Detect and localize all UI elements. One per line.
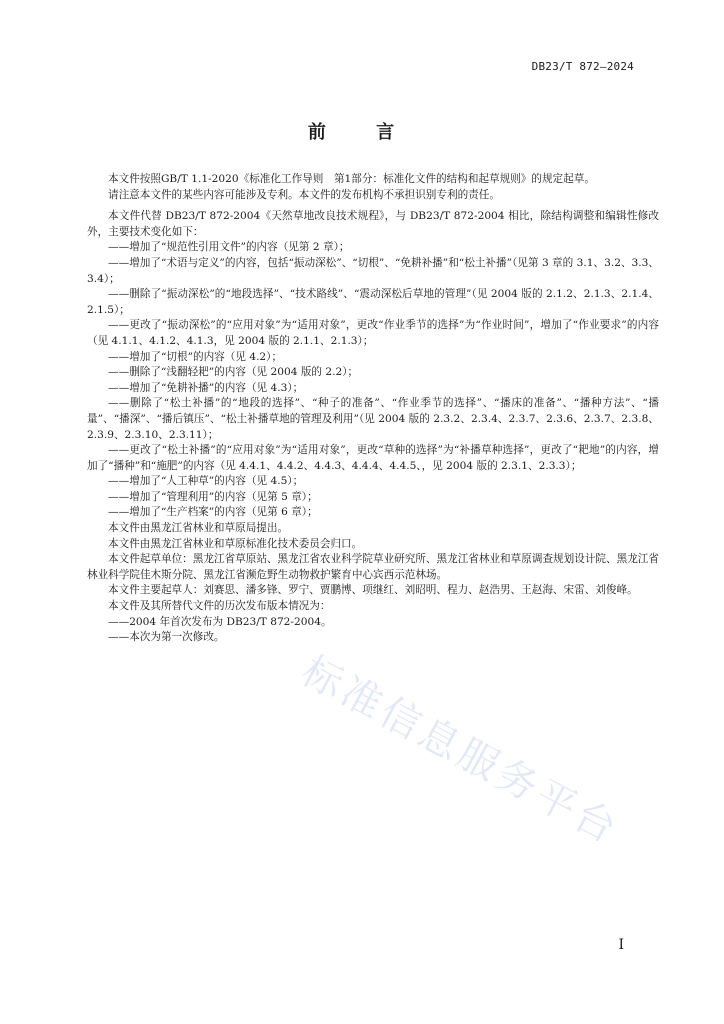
list-item: ——删除了“松土补播”的“地段的选择”、“种子的准备”、“作业季节的选择”、“播床的准备”、“播种方法”、“播量”、“播深”、“播后镇压”、“松土补播草地的管理及利用”（见 2004 版的 2.3.2、2.3.4、2.3.7、2.3.6、2.3.7、2.3.8、2.3.9、2.3.10、2.3.11）； xyxy=(87,397,659,441)
paragraph: 本文件由黑龙江省林业和草原标准化技术委员会归口。 xyxy=(108,537,363,550)
paragraph: 本文件及其所替代文件的历次发布版本情况为： xyxy=(108,600,331,613)
list-item: ——增加了“切根”的内容（见 4.2）； xyxy=(108,350,283,363)
page-number: I xyxy=(618,937,624,953)
watermark: 标准信息服务平台 xyxy=(294,647,627,854)
standard-code: DB23/T 872—2024 xyxy=(531,60,634,73)
list-item: ——增加了“规范性引用文件”的内容（见第 2 章）； xyxy=(108,241,350,254)
list-item: ——2004 年首次发布为 DB23/T 872-2004。 xyxy=(108,615,332,628)
list-item: ——增加了“管理利用”的内容（见第 5 章）； xyxy=(108,490,318,503)
paragraph: 本文件由黑龙江省林业和草原局提出。 xyxy=(108,522,289,535)
list-item: ——更改了“松土补播”的“应用对象”为“适用对象”，更改“草种的选择”为“补播草种选择”，更改了“耙地”的内容，增加了“播种”和“施肥”的内容（见 4.4.1、4.4.2、4.4.3、4.4.4、4.4.5、，见 2004 版的 2.3.1、2.3.3）； xyxy=(87,444,659,472)
list-item: ——本次为第一次修改。 xyxy=(108,631,225,644)
page-title: 前 言 xyxy=(307,122,417,143)
paragraph: 本文件代替 DB23/T 872-2004《天然草地改良技术规程》，与 DB23/T 872-2004 相比，除结构调整和编辑性修改外，主要技术变化如下： xyxy=(87,210,659,238)
list-item: ——增加了“人工种草”的内容（见 4.5）； xyxy=(108,475,304,488)
foreword-body xyxy=(87,172,659,646)
list-item: ——增加了“免耕补播”的内容（见 4.3）； xyxy=(108,381,304,394)
paragraph: 本文件主要起草人：刘赛思、潘多锋、罗宁、贾鹏博、项继红、刘昭明、程力、赵浩男、王赵海、宋雷、刘俊峰。 xyxy=(108,584,638,597)
list-item: ——删除了“振动深松”的“地段选择”、“技术路线”、“震动深松后草地的管理”（见 2004 版的 2.1.2、2.1.3、2.1.4、2.1.5）； xyxy=(87,288,659,316)
list-item: ——更改了“振动深松”的“应用对象”为“适用对象”，更改“作业季节的选择”为“作业时间”，增加了“作业要求”的内容（见 4.1.1、4.1.2、4.1.3，见 2004 版的 2.1.1、2.1.3）； xyxy=(87,319,659,347)
list-item: ——增加了“生产档案”的内容（见第 6 章）； xyxy=(108,506,318,519)
paragraph: 请注意本文件的某些内容可能涉及专利。本文件的发布机构不承担识别专利的责任。 xyxy=(108,188,500,201)
list-item: ——增加了“术语与定义”的内容，包括“振动深松”、“切根”、“免耕补播”和“松土补播”（见第 3 章的 3.1、3.2、3.3、3.4）； xyxy=(87,256,659,285)
paragraph: 本文件按照GB/T 1.1-2020《标准化工作导则 第1部分：标准化文件的结构和起草规则》的规定起草。 xyxy=(108,173,595,185)
paragraph: 本文件起草单位：黑龙江省草原站、黑龙江省农业科学院草业研究所、黑龙江省林业和草原调查规划设计院、黑龙江省林业科学院佳木斯分院、黑龙江省濒危野生动物救护繁育中心宾西示范林场。 xyxy=(87,553,659,581)
list-item: ——删除了“浅翻轻耙”的内容（见 2004 版的 2.2）； xyxy=(108,366,359,379)
